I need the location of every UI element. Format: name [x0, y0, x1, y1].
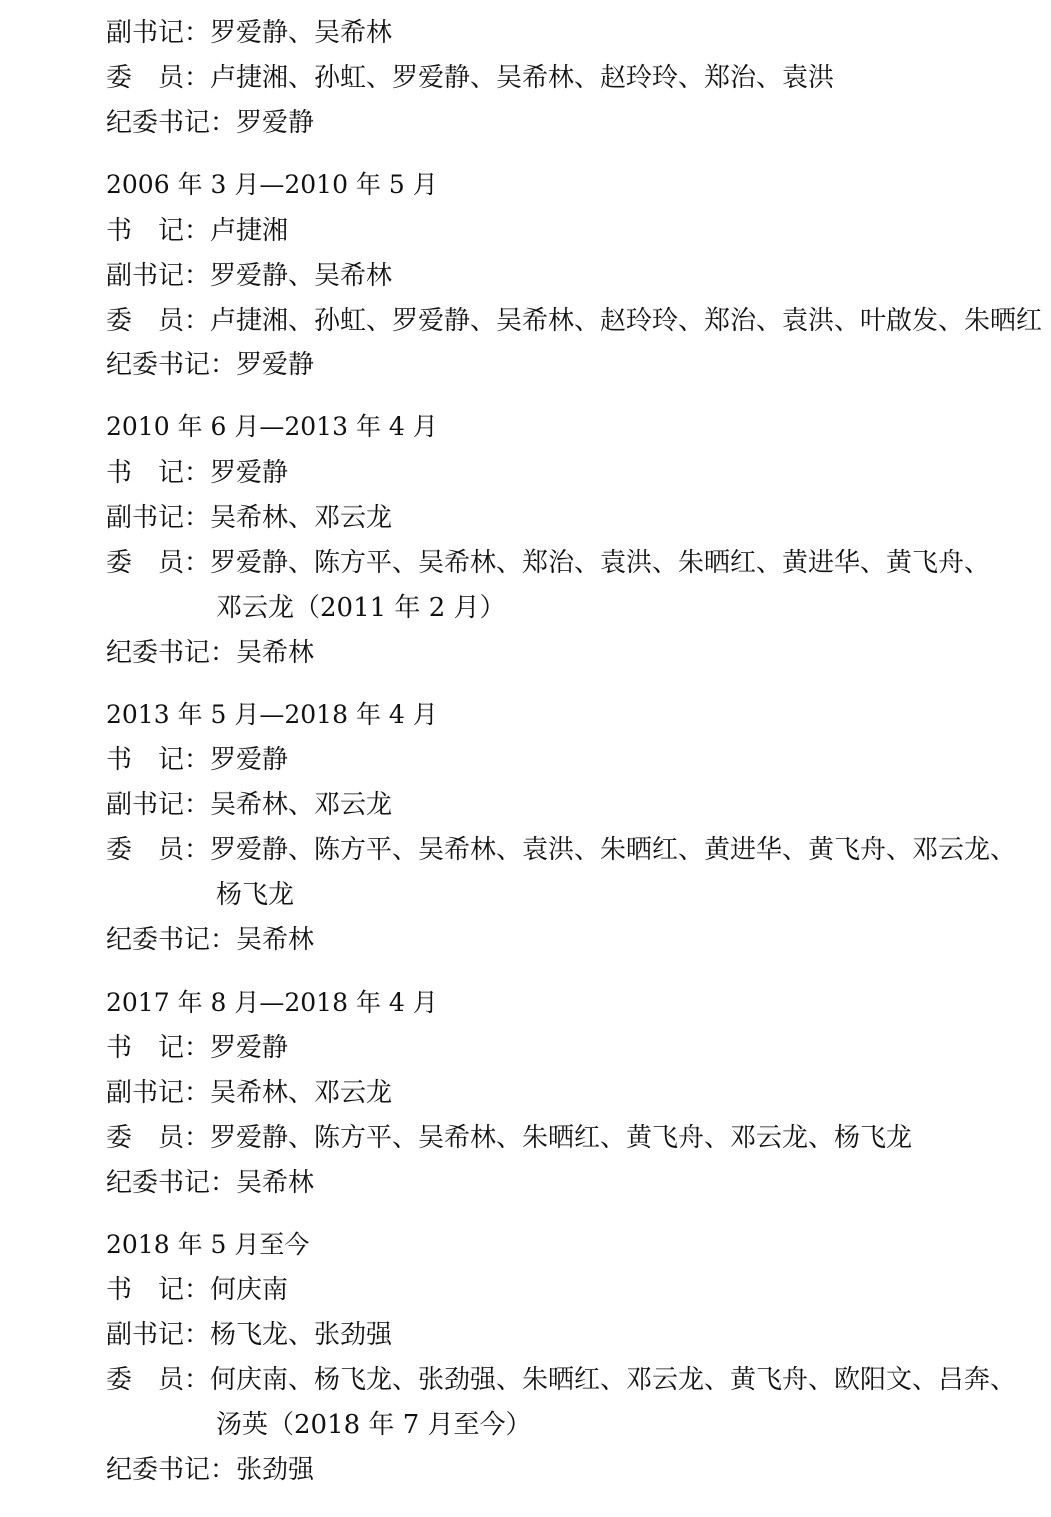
period-heading: 2017 年 8 月—2018 年 4 月	[106, 988, 438, 1017]
line-13-continuation: 邓云龙（2011 年 2 月）	[216, 593, 506, 623]
line-12: 委 员：罗爱静、陈方平、吴希林、郑治、袁洪、朱晒红、黄进华、黄飞舟、	[106, 548, 991, 578]
line-2: 委 员：卢捷湘、孙虹、罗爱静、吴希林、赵玲玲、郑治、袁洪	[106, 63, 835, 93]
period-heading: 2018 年 5 月至今	[106, 1230, 310, 1259]
line-28: 副书记：杨飞龙、张劲强	[106, 1320, 393, 1350]
line-19-continuation: 杨飞龙	[216, 880, 295, 910]
line-10: 书 记：罗爱静	[106, 458, 289, 488]
period-heading: 2006 年 3 月—2010 年 5 月	[106, 170, 438, 199]
line-1: 副书记：罗爱静、吴希林	[106, 18, 393, 48]
period-heading: 2010 年 6 月—2013 年 4 月	[106, 412, 438, 441]
line-29: 委 员：何庆南、杨飞龙、张劲强、朱晒红、邓云龙、黄飞舟、欧阳文、吕奔、	[106, 1365, 1017, 1395]
line-27: 书 记：何庆南	[106, 1275, 289, 1305]
line-31: 纪委书记：张劲强	[106, 1455, 315, 1485]
line-25: 纪委书记：吴希林	[106, 1168, 315, 1198]
line-14: 纪委书记：吴希林	[106, 638, 315, 668]
line-8: 纪委书记：罗爱静	[106, 350, 315, 380]
line-20: 纪委书记：吴希林	[106, 925, 315, 955]
line-18: 委 员：罗爱静、陈方平、吴希林、袁洪、朱晒红、黄进华、黄飞舟、邓云龙、	[106, 835, 1017, 865]
line-7: 委 员：卢捷湘、孙虹、罗爱静、吴希林、赵玲玲、郑治、袁洪、叶啟发、朱晒红	[106, 306, 1043, 336]
line-11: 副书记：吴希林、邓云龙	[106, 503, 393, 533]
line-3: 纪委书记：罗爱静	[106, 108, 315, 138]
line-23: 副书记：吴希林、邓云龙	[106, 1078, 393, 1108]
line-24: 委 员：罗爱静、陈方平、吴希林、朱晒红、黄飞舟、邓云龙、杨飞龙	[106, 1123, 913, 1153]
period-heading: 2013 年 5 月—2018 年 4 月	[106, 700, 438, 729]
line-22: 书 记：罗爱静	[106, 1033, 289, 1063]
line-30-continuation: 汤英（2018 年 7 月至今）	[216, 1410, 532, 1440]
line-16: 书 记：罗爱静	[106, 745, 289, 775]
line-5: 书 记：卢捷湘	[106, 216, 289, 246]
line-17: 副书记：吴希林、邓云龙	[106, 790, 393, 820]
line-6: 副书记：罗爱静、吴希林	[106, 261, 393, 291]
